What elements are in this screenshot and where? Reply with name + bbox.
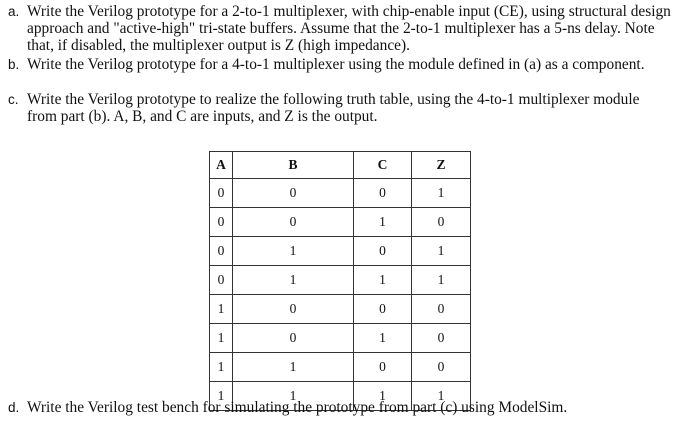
cell-b: 1 [233, 266, 354, 295]
question-b-text: Write the Verilog prototype for a 4-to-1 multiplexer using the module defined in (a) as a component. [27, 56, 645, 73]
table-row [210, 179, 471, 208]
cell-z: 1 [412, 266, 471, 295]
cell-z: 0 [412, 324, 471, 353]
cell-c: 1 [354, 266, 412, 295]
cell-b: 1 [233, 382, 354, 411]
table-row [210, 295, 471, 324]
cell-b: 0 [233, 179, 354, 208]
header-z: Z [412, 152, 471, 179]
question-b-marker: b. [8, 57, 20, 72]
cell-z: 1 [412, 179, 471, 208]
cell-c: 0 [354, 179, 412, 208]
cell-c: 1 [354, 382, 412, 411]
question-d [8, 399, 672, 416]
question-c [8, 91, 672, 125]
question-c-text: Write the Verilog prototype to realize the following truth table, using the 4-to-1 multiplexer module from part (b). A, B, and C are inputs, and Z is the output. [27, 91, 640, 125]
question-c-marker: c. [8, 92, 19, 107]
truth-table-header-row [210, 152, 471, 179]
cell-a: 1 [210, 295, 233, 324]
question-d-marker: d. [8, 400, 20, 415]
table-row [210, 324, 471, 353]
header-b: B [233, 152, 354, 179]
cell-c: 1 [354, 208, 412, 237]
question-b [8, 56, 672, 73]
cell-z: 0 [412, 353, 471, 382]
cell-a: 1 [210, 324, 233, 353]
cell-c: 0 [354, 353, 412, 382]
cell-a: 1 [210, 353, 233, 382]
table-row [210, 208, 471, 237]
table-row [210, 266, 471, 295]
cell-c: 1 [354, 324, 412, 353]
cell-a: 0 [210, 208, 233, 237]
cell-b: 0 [233, 324, 354, 353]
cell-b: 0 [233, 295, 354, 324]
cell-a: 0 [210, 266, 233, 295]
cell-z: 1 [412, 382, 471, 411]
table-row [210, 353, 471, 382]
cell-b: 1 [233, 353, 354, 382]
cell-a: 1 [210, 382, 233, 411]
question-a [8, 3, 672, 54]
cell-z: 0 [412, 295, 471, 324]
question-d-text: Write the Verilog test bench for simulating the prototype from part (c) using ModelSim. [27, 399, 568, 416]
question-a-marker: a. [8, 4, 20, 19]
header-a: A [210, 152, 233, 179]
cell-z: 1 [412, 237, 471, 266]
header-c: C [354, 152, 412, 179]
cell-c: 0 [354, 295, 412, 324]
cell-z: 0 [412, 208, 471, 237]
truth-table-body [210, 179, 471, 411]
cell-b: 0 [233, 208, 354, 237]
cell-a: 0 [210, 237, 233, 266]
table-row [210, 237, 471, 266]
cell-b: 1 [233, 237, 354, 266]
cell-a: 0 [210, 179, 233, 208]
truth-table [209, 151, 471, 411]
question-a-text: Write the Verilog prototype for a 2-to-1 multiplexer, with chip-enable input (CE), using structural design approach and "active-high" tri-state buffers. Assume that the 2-to-1 multiplexer has a 5-ns delay. Note that, if disabled, the multiplexer output is Z (high impedance). [27, 3, 671, 54]
cell-c: 0 [354, 237, 412, 266]
